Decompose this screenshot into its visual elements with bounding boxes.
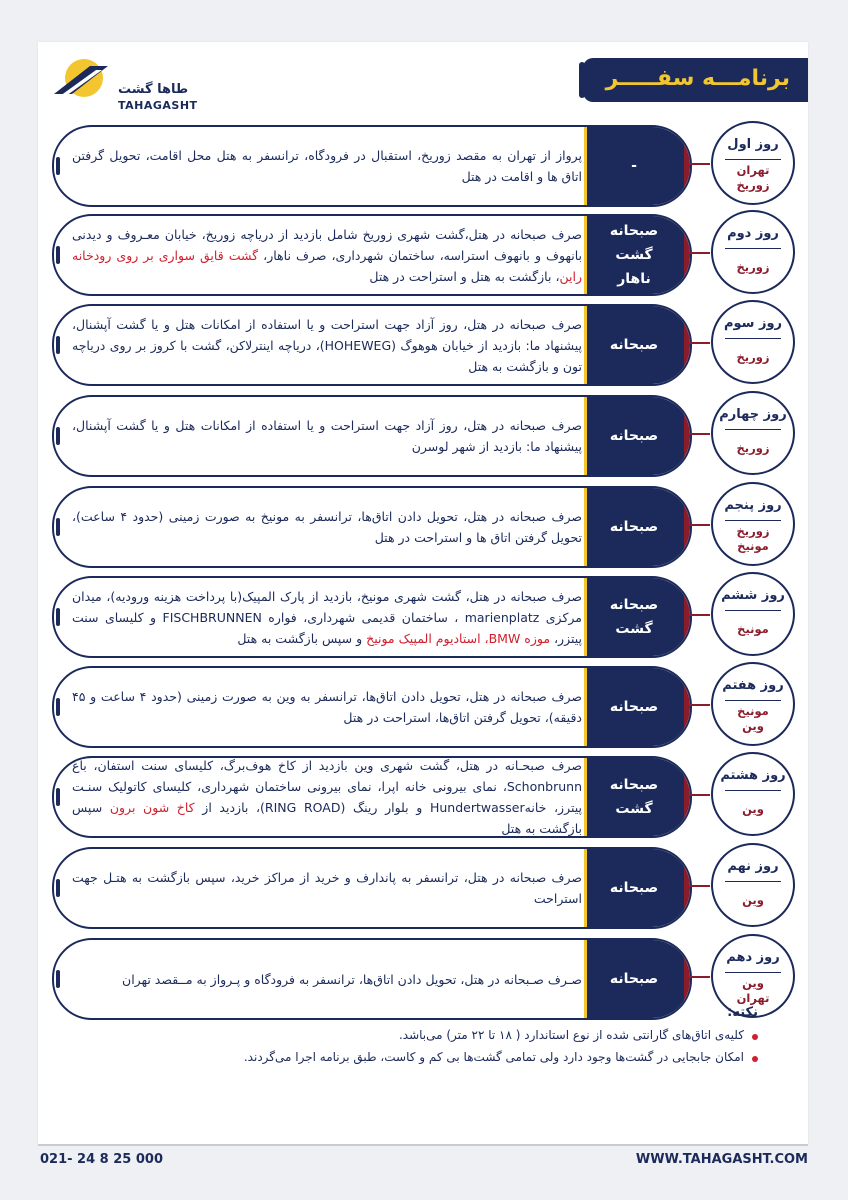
city-label: وین	[742, 719, 764, 733]
meal-label: گشت	[615, 247, 653, 263]
note-item: کلیه‌ی اتاق‌های گارانتی شده از نوع استاندارد ( ۱۸ تا ۲۲ متر) می‌باشد.	[158, 1028, 758, 1042]
card-marker	[56, 879, 60, 897]
day-description-card	[52, 214, 692, 296]
card-marker	[56, 608, 60, 626]
logo-text-fa: طاها گشت	[118, 82, 189, 97]
day-divider	[725, 159, 781, 160]
footer-divider	[38, 1144, 808, 1146]
day-divider	[725, 972, 781, 973]
card-marker	[56, 788, 60, 806]
day-circle	[711, 482, 795, 566]
day-city	[713, 622, 793, 637]
city-label: تهران	[736, 991, 770, 1005]
day-divider	[725, 248, 781, 249]
day-label: روز دوم	[727, 226, 779, 241]
day-divider	[725, 700, 781, 701]
notes-section	[158, 1005, 758, 1072]
day-row	[52, 125, 797, 205]
description-text-after: و سپس بازگشت به هتل	[237, 630, 367, 646]
city-label: زوریخ	[736, 260, 770, 274]
day-divider	[725, 790, 781, 791]
day-row	[52, 486, 797, 566]
day-city	[713, 260, 793, 275]
tahagasht-logo	[50, 56, 198, 112]
footer-website: WWW.TAHAGASHT.COM	[635, 1152, 808, 1167]
description-text-after: ، بازگشت به هتل و استراحت در هتل	[369, 268, 560, 284]
day-label: روز سوم	[723, 316, 783, 331]
meal-label: صبحانه	[609, 519, 659, 535]
day-description	[72, 849, 582, 927]
meal-badge	[584, 578, 684, 656]
day-description-card	[52, 576, 692, 658]
day-circle	[711, 300, 795, 384]
city-label: زوریخ	[736, 524, 770, 538]
highlight-text: کاخ شون برون	[109, 800, 195, 815]
city-label: مونیخ	[737, 704, 769, 718]
day-city	[713, 350, 793, 365]
card-marker	[56, 246, 60, 264]
meal-badge	[584, 397, 684, 475]
day-city	[713, 976, 793, 1006]
logo-text-en: TAHAGASHT	[118, 99, 198, 112]
meal-label: صبحانه	[609, 337, 659, 353]
meal-badge	[584, 758, 684, 836]
day-city	[713, 893, 793, 908]
meal-label: گشت	[615, 801, 653, 817]
meal-badge	[584, 668, 684, 746]
card-marker	[56, 157, 60, 175]
day-description-card	[52, 125, 692, 207]
note-item: امکان جابجایی در گشت‌ها وجود دارد ولی تمامی گشت‌ها بی کم و کاست، طبق برنامه اجرا می‌گردند.	[158, 1050, 758, 1064]
meal-label: صبحانه	[609, 880, 659, 896]
day-description	[72, 397, 582, 475]
page-title: برنامـــه سفـــــر	[605, 66, 790, 91]
description-text: صرف صبحانه در هتل، گشت شهری مونیخ، بازدید از پارک المپیک(با پرداخت هزینه ورودیه)، میدان مرکزی marienplatz ، ساختمان قدیمی شهرداری، فواره FISCHBRUNNEN و کلیسای سنت پیتزر،	[72, 588, 582, 646]
day-divider	[725, 881, 781, 882]
description-text-after: سپس بازگشت به هتل	[72, 800, 582, 836]
day-label: روز چهارم	[719, 407, 787, 422]
day-label: روز دهم	[726, 950, 780, 965]
card-marker	[56, 970, 60, 988]
card-marker	[56, 518, 60, 536]
day-city	[713, 524, 793, 554]
day-description	[72, 306, 582, 384]
day-description	[72, 758, 582, 836]
description-text: صرف صبحانه در هتل، روز آزاد جهت استراحت و یا استفاده از امکانات هتل و یا گشت آپشنال، پیشنهاد ما: بازدید از خیابان هوهوگ (HOHEWEG)، دریاچه اینترلاکن، گشت با کروز بر روی دریاچه تون و بازگشت به هتل	[72, 316, 582, 374]
day-description	[72, 127, 582, 205]
day-divider	[725, 520, 781, 521]
day-divider	[725, 429, 781, 430]
day-circle	[711, 843, 795, 927]
description-text: صرف صبحانه در هتل،گشت شهری زوریخ شامل بازدید از دریاچه زوریخ، خیابان معـروف و دیدنی بانهوف و بانهوف استراسه، ساختمان شهرداری، صرف ناهار،	[72, 226, 582, 263]
meal-label: ناهار	[617, 271, 651, 287]
day-label: روز هفتم	[722, 678, 784, 693]
city-label: زوریخ	[736, 441, 770, 455]
day-description	[72, 668, 582, 746]
day-row	[52, 666, 797, 746]
day-description-card	[52, 847, 692, 929]
day-city	[713, 704, 793, 734]
day-circle	[711, 210, 795, 294]
city-label: زوریخ	[736, 178, 770, 192]
card-marker	[56, 698, 60, 716]
city-label: مونیخ	[737, 622, 769, 636]
meal-badge	[584, 849, 684, 927]
meal-badge	[584, 216, 684, 294]
day-label: روز نهم	[727, 859, 779, 874]
city-label: وین	[742, 976, 764, 990]
description-text: صرف صبحانه در هتل، تحویل دادن اتاق‌ها، ترانسفر به مونیخ به صورت زمینی (حدود ۴ ساعت)، تحویل گرفتن اتاق ها و استراحت در هتل	[72, 509, 582, 545]
day-description	[72, 216, 582, 294]
day-city	[713, 802, 793, 817]
day-circle	[711, 572, 795, 656]
highlight-text: گشت قایق سواری بر روی رودخانه راین	[72, 247, 582, 284]
day-city	[713, 441, 793, 456]
city-label: مونیخ	[737, 539, 769, 553]
city-label: وین	[742, 893, 764, 907]
meal-badge	[584, 127, 684, 205]
day-description-card	[52, 304, 692, 386]
day-circle	[711, 752, 795, 836]
day-circle	[711, 391, 795, 475]
description-text: صرف صبحـانه در هتل، گشت شهری وین بازدید از کاخ هوف‌برگ، کلیسای سنت استفان، باغ Schonbrunn، نمای بیرونی خانه اپرا، نمای بیرونی ساختمان شهرداری، کلیسای کاتولیک سنـت پیترز، خانهHundertwasser و بلوار رینگ (RING ROAD)، بازدید از	[72, 758, 582, 815]
meal-label: صبحانه	[609, 699, 659, 715]
day-row	[52, 395, 797, 475]
day-circle	[711, 121, 795, 205]
meal-label: صبحانه	[609, 777, 659, 793]
city-label: وین	[742, 802, 764, 816]
description-text: صرف صبحانه در هتل، تحویل دادن اتاق‌ها، ترانسفر به وین به صورت زمینی (حدود ۴ ساعت و ۴۵ دقیقه)، تحویل گرفتن اتاق‌ها، استراحت در هتل	[72, 689, 582, 725]
day-label: روز اول	[727, 137, 779, 152]
day-description-card	[52, 666, 692, 748]
meal-label: گشت	[615, 621, 653, 637]
day-row	[52, 756, 797, 836]
day-row	[52, 304, 797, 384]
meal-label: صبحانه	[609, 971, 659, 987]
day-description-card	[52, 486, 692, 568]
day-row	[52, 847, 797, 927]
day-row	[52, 214, 797, 294]
city-label: زوریخ	[736, 350, 770, 364]
card-marker	[56, 336, 60, 354]
day-description-card	[52, 395, 692, 477]
day-divider	[725, 338, 781, 339]
footer-phone: 021- 24 8 25 000	[40, 1152, 163, 1167]
description-text: صرف صبحانه در هتل، ترانسفر به پاندارف و خرید از مراکز خرید، سپس بازگشت به هتـل جهت استراحت	[72, 870, 582, 906]
day-circle	[711, 662, 795, 746]
meal-badge	[584, 488, 684, 566]
day-description	[72, 578, 582, 656]
meal-label: صبحانه	[609, 223, 659, 239]
day-description	[72, 488, 582, 566]
description-text: صـرف صـبحانه در هتل، تحویل دادن اتاق‌ها، ترانسفر به فرودگاه و پـرواز به مــقصد تهران	[122, 971, 582, 987]
description-text: صرف صبحانه در هتل، روز آزاد جهت استراحت و یا استفاده از امکانات هتل و یا گشت آپشنال، پیشنهاد ما: بازدید از شهر لوسرن	[72, 418, 582, 454]
description-text: پرواز از تهران به مقصد زوریخ، استقبال در فرودگاه، ترانسفر به هتل محل اقامت، تحویل گرفتن اتاق ها و اقامت در هتل	[72, 148, 582, 184]
day-label: روز هشتم	[720, 768, 786, 783]
city-label: تهران	[736, 163, 770, 177]
day-label: روز ششم	[721, 588, 785, 603]
meal-badge	[584, 306, 684, 384]
logo-icon	[50, 56, 114, 102]
meal-label: صبحانه	[609, 597, 659, 613]
meal-label: صبحانه	[609, 428, 659, 444]
day-city	[713, 163, 793, 193]
day-label: روز پنجم	[724, 498, 782, 513]
day-divider	[725, 610, 781, 611]
day-row	[52, 576, 797, 656]
notes-title: نکته:	[727, 1005, 758, 1020]
meal-label: -	[631, 158, 637, 174]
day-description-card	[52, 756, 692, 838]
header-bar	[583, 58, 808, 102]
card-marker	[56, 427, 60, 445]
highlight-text: موزه BMW، استادیوم المپیک مونیخ	[366, 630, 551, 646]
